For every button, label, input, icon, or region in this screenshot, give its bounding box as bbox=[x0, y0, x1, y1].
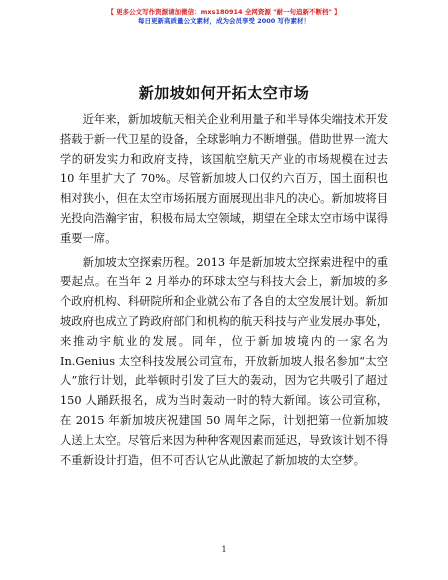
page-number: 1 bbox=[221, 545, 227, 554]
header-banner bbox=[0, 8, 448, 26]
document-title: 新加坡如何开拓太空市场 bbox=[138, 84, 310, 102]
banner-promo-line: 【 更多公文写作资源请加微信：mxs180914 全网资源 "耐一句追新不断档" 】 bbox=[107, 8, 341, 16]
paragraph-history: 新加坡太空探索历程。2013 年是新加坡太空探索进程中的重要起点。在当年 2 月举办的环球太空与科技大会上，新加坡的多个政府机构、科研院所和企业就公布了各自的太空发展计划。新加坡政府也成立了跨政府部门和机构的航天科技与产业发展办事处，来推动宇航业的发展。同年，位于新加坡境内的一家名为 In.Genius 太空科技发展公司宣布，开放新加坡人报名参加“太空人”旅行计划，此举顿时引发了巨大的轰动，因为它共吸引了超过 150 人踊跃报名，成为当时轰动一时的特大新闻。该公司宣称，在 2015 年新加坡庆祝建国 50 周年之际，计划把第一位新加坡人送上太空。尽管后来因为种种客观因素而延迟，导致该计划不得不重新设计打造，但不可否认它从此激起了新加坡的太空梦。 bbox=[60, 255, 388, 467]
document-body bbox=[60, 110, 388, 474]
paragraph-intro: 近年来，新加坡航天相关企业利用量子和半导体尖端技术开发搭载于新一代卫星的设备，全球影响力不断增强。借助世界一流大学的研发实力和政府支持，该国航空航天产业的市场规模在过去 10 年里扩大了 70%。尽管新加坡人口仅约六百万，国土面积也相对狭小，但在太空市场拓展方面展现出非凡的决心。新加坡将目光投向浩瀚宇宙，积极布局太空领域，期望在全球太空市场中谋得重要一席。 bbox=[60, 113, 388, 245]
banner-membership-line: 每日更新高质量公文素材，成为会员享受 2000 写作素材！ bbox=[137, 17, 311, 25]
